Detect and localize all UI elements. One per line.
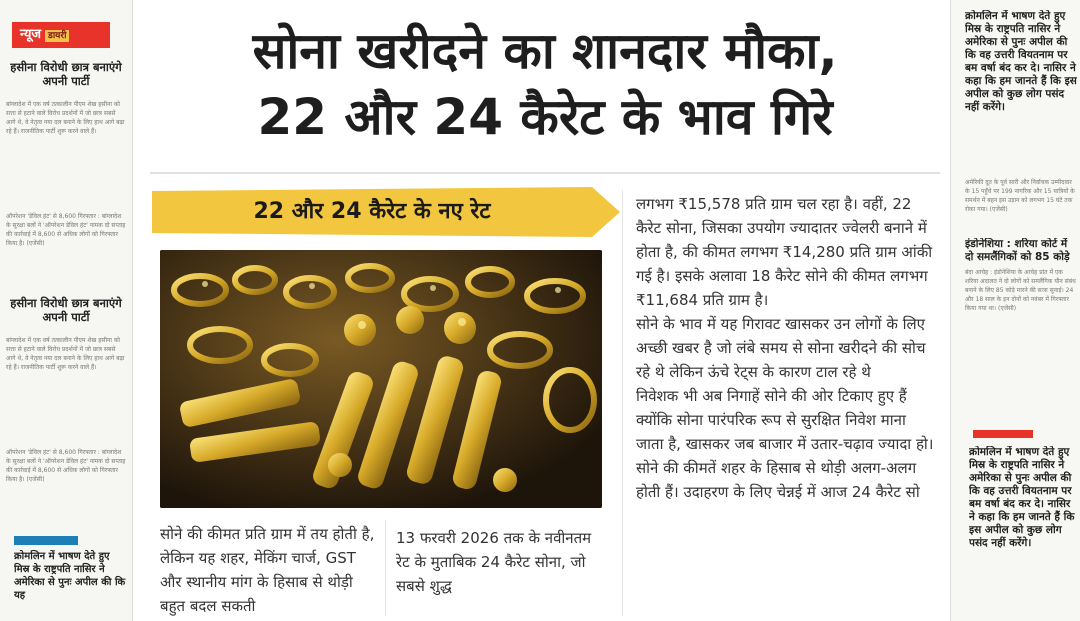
side-story2-body: बांग्लादेश में एक वर्ष तत्कालीन पीएम शेख हसीना को सत्ता से हटाने वाले विरोध प्रदर्शनों में जो छात्र सबसे आगे थे, वे नेतृत्व नया दल बनाने के लिए हाथ आगे बढ़ा रहे हैं। राजनीतिक पार्टी शुरू करने वाले हैं। [6,337,125,371]
right-sidebar [950,0,1080,621]
article-col3-para3: निवेशक भी अब निगाहें सोने की ओर टिकाए हुए हैं क्योंकि सोना पारंपरिक रूप से सुरक्षित निवेश माना जाता है, खासकर जब बाजार में उतार-चढ़ाव ज्यादा हो।सोने की कीमतें शहर के हिसाब से थोड़ी अलग-अलग होती हैं। उदाहरण के लिए चेन्नई में आज 24 कैरेट सो [636,387,934,501]
left-sidebar [0,0,133,621]
gold-jewellery-image [160,250,602,508]
column-divider [622,190,623,616]
right-story2-body: बंदा आचेह : इंडोनेशिया के आचेह प्रांत में एक शरिया अदालत ने दो लोगों को समलैंगिक यौन संबंध बनाने के लिए 85 कोड़े मारने की सजा सुनाई। 24 और 18 साल के इन दोनों को नवंबर में गिरफ्तार किया गया था। (एजेंसी) [965,269,1076,312]
right-story2-title[interactable]: इंडोनेशिया : शरिया कोर्ट में दो समलैंगिकों को 85 कोड़े [965,238,1070,263]
right-story1-body: अमेरिकी दूत के पूर्व सारी और निर्वाचक उम्मीदवार के 15 पहुँचे पर 199 नागरिक और 15 यात्रियों के समर्थन में बहन इस उड़ान को लगभग 15 घंटे तक रोका गया। (एजेंसी) [965,179,1075,213]
page-headline [150,18,940,150]
side-story1-title[interactable]: हसीना विरोधी छात्र बनाएंगे अपनी पार्टी [10,60,122,88]
headline-rule [150,172,940,174]
right-story1-title[interactable]: क्रोमलिन में भाषण देते हुए मिस्र के राष्ट्रपति नासिर ने अमेरिका से पुनः अपील की कि वह उत्तरी वियतनाम पर बम वर्षा बंद कर दे। नासिर ने कहा कि हम जानते हैं कि इस अपील को कुछ लोग पसंद नहीं करेंगे। [965,10,1077,113]
article-col3 [636,192,936,616]
article-col3-para2: सोने के भाव में यह गिरावट खासकर उन लोगों के लिए अच्छी खबर है जो लंबे समय से सोना खरीदने की सोच रहे थे लेकिन ऊंचे रेट्स के कारण टाल रहे थे [636,315,926,381]
brand-tag: डायरी [45,30,69,42]
article-col2: 13 फरवरी 2026 तक के नवीनतम रेट के मुताबिक 24 कैरेट सोना, जो सबसे शुद्ध [396,529,592,595]
brand-logo[interactable] [12,22,110,48]
accent-bar [14,536,78,545]
right-story3-title[interactable]: क्रोमलिन में भाषण देते हुए मिस्र के राष्ट्रपति नासिर ने अमेरिका से पुनः अपील की कि वह उत्तरी वियतनाम पर बम वर्षा बंद कर दे। नासिर ने कहा कि हम जानते हैं कि इस अपील को कुछ लोग पसंद नहीं करेंगे। [969,446,1075,549]
subheading: 22 और 24 कैरेट के नए रेट [253,199,491,224]
side-story1-body: बांग्लादेश में एक वर्ष तत्कालीन पीएम शेख हसीना को सत्ता से हटाने वाले विरोध प्रदर्शनों में जो छात्र सबसे आगे थे, वे नेतृत्व नया दल बनाने के लिए हाथ आगे बढ़ा रहे हैं। राजनीतिक पार्टी शुरू करने वाले हैं। [6,101,125,135]
side-story1-note: ऑपरेशन 'डेविल हंट' से 8,600 गिरफ्तार : बांग्लादेश के सुरक्षा बलों ने 'ऑपरेशन डेविल हंट' नामक दो सप्ताह की कार्रवाई में 8,600 से अधिक लोगों को गिरफ्तार किया है। (एजेंसी) [6,213,126,247]
accent-bar-red [973,430,1033,438]
article-col1: सोने की कीमत प्रति ग्राम में तय होती है, लेकिन यह शहर, मेकिंग चार्ज, GST और स्थानीय मांग के हिसाब से थोड़ी बहुत बदल सकती [160,525,375,615]
column-divider [385,520,386,616]
gold-jewellery-photo [160,250,602,508]
headline-line1: सोना खरीदने का शानदार मौका, [252,22,838,80]
article-col3-para1: लगभग ₹15,578 प्रति ग्राम चल रहा है। वहीं, 22 कैरेट सोना, जिसका उपयोग ज्यादातर ज्वेलरी बनाने में होता है, की कीमत लगभग ₹14,280 प्रति ग्राम आंकी गई है। इसके अलावा 18 कैरेट सोने की कीमत लगभग ₹11,684 प्रति ग्राम है। [636,195,933,309]
headline-line2: 22 और 24 कैरेट के भाव गिरे [257,88,833,146]
side-story2-note: ऑपरेशन 'डेविल हंट' से 8,600 गिरफ्तार : बांग्लादेश के सुरक्षा बलों ने 'ऑपरेशन डेविल हंट' नामक दो सप्ताह की कार्रवाई में 8,600 से अधिक लोगों को गिरफ्तार किया है। (एजेंसी) [6,449,126,483]
side-story3-title[interactable]: क्रोमलिन में भाषण देते हुए मिस्र के राष्ट्रपति नासिर ने अमेरिका से पुनः अपील की कि यह [14,551,126,601]
brand-name: न्यूज [20,27,42,42]
side-story2-title[interactable]: हसीना विरोधी छात्र बनाएंगे अपनी पार्टी [10,296,122,324]
